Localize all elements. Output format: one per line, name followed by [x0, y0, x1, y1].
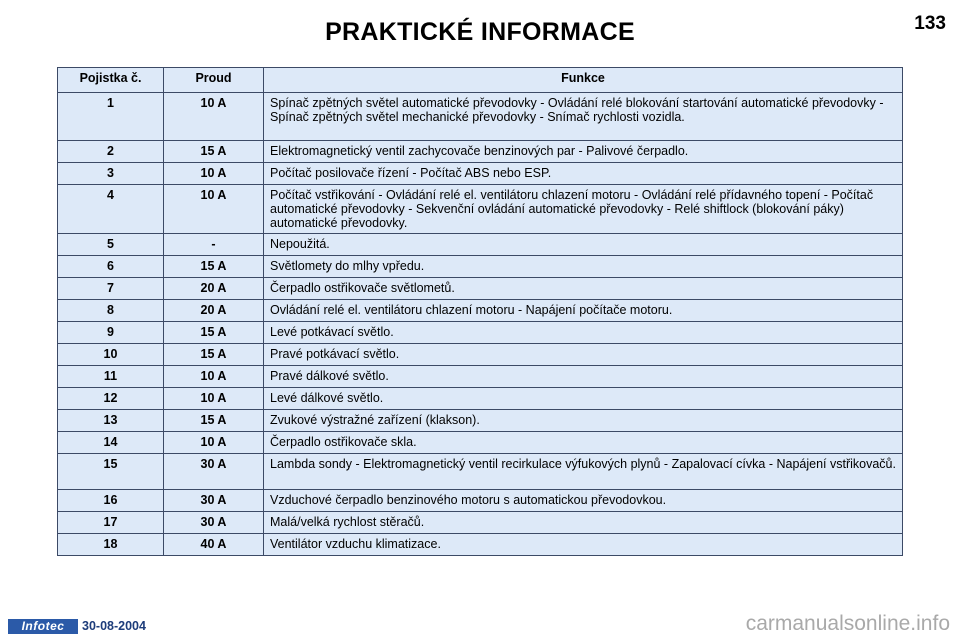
table-row [58, 163, 903, 185]
fuse-number-cell: 16 [58, 490, 164, 512]
table-row [58, 278, 903, 300]
table-row [58, 432, 903, 454]
table-row [58, 322, 903, 344]
function-cell: Pravé dálkové světlo. [264, 366, 903, 388]
table-row [58, 410, 903, 432]
column-header-fuse: Pojistka č. [58, 68, 164, 93]
function-cell: Levé potkávací světlo. [264, 322, 903, 344]
function-cell: Malá/velká rychlost stěračů. [264, 512, 903, 534]
fuse-number-cell: 4 [58, 185, 164, 234]
table-row [58, 141, 903, 163]
function-cell: Pravé potkávací světlo. [264, 344, 903, 366]
function-cell: Spínač zpětných světel automatické převodovky - Ovládání relé blokování startování automatické převodovky - Spínač zpětných světel mechanické převodovky - Snímač rychlosti vozidla. [264, 93, 903, 141]
table-row [58, 490, 903, 512]
fuse-number-cell: 9 [58, 322, 164, 344]
function-cell: Počítač vstřikování - Ovládání relé el. ventilátoru chlazení motoru - Ovládání relé přídavného topení - Počítač automatické převodovky - Sekvenční ovládání automatické převodovky - Relé shiftlock (blokování páky) automatické převodovky. [264, 185, 903, 234]
fuse-number-cell: 17 [58, 512, 164, 534]
fuse-number-cell: 5 [58, 234, 164, 256]
fuse-number-cell: 1 [58, 93, 164, 141]
table-row [58, 534, 903, 556]
table-row [58, 512, 903, 534]
function-cell: Ovládání relé el. ventilátoru chlazení motoru - Napájení počítače motoru. [264, 300, 903, 322]
current-cell: 10 A [164, 388, 264, 410]
fuse-number-cell: 7 [58, 278, 164, 300]
fuse-table [57, 67, 903, 556]
current-cell: 10 A [164, 185, 264, 234]
page-number: 133 [914, 13, 946, 34]
fuse-number-cell: 10 [58, 344, 164, 366]
fuse-number-cell: 11 [58, 366, 164, 388]
function-cell: Lambda sondy - Elektromagnetický ventil recirkulace výfukových plynů - Zapalovací cívka - Napájení vstřikovačů. [264, 454, 903, 490]
fuse-number-cell: 12 [58, 388, 164, 410]
function-cell: Elektromagnetický ventil zachycovače benzinových par - Palivové čerpadlo. [264, 141, 903, 163]
footer-date: 30-08-2004 [82, 619, 146, 633]
current-cell: - [164, 234, 264, 256]
table-row [58, 388, 903, 410]
table-row [58, 93, 903, 141]
fuse-number-cell: 2 [58, 141, 164, 163]
current-cell: 10 A [164, 432, 264, 454]
current-cell: 30 A [164, 454, 264, 490]
table-row [58, 234, 903, 256]
current-cell: 10 A [164, 366, 264, 388]
function-cell: Nepoužitá. [264, 234, 903, 256]
current-cell: 15 A [164, 141, 264, 163]
current-cell: 30 A [164, 490, 264, 512]
column-header-current: Proud [164, 68, 264, 93]
infotec-logo: Infotec [8, 619, 78, 634]
fuse-number-cell: 6 [58, 256, 164, 278]
current-cell: 10 A [164, 93, 264, 141]
current-cell: 15 A [164, 322, 264, 344]
current-cell: 10 A [164, 163, 264, 185]
function-cell: Zvukové výstražné zařízení (klakson). [264, 410, 903, 432]
page-title: PRAKTICKÉ INFORMACE [325, 18, 635, 46]
watermark: carmanualsonline.info [745, 612, 950, 635]
current-cell: 30 A [164, 512, 264, 534]
current-cell: 20 A [164, 278, 264, 300]
function-cell: Světlomety do mlhy vpředu. [264, 256, 903, 278]
table-row [58, 344, 903, 366]
fuse-number-cell: 3 [58, 163, 164, 185]
function-cell: Čerpadlo ostřikovače světlometů. [264, 278, 903, 300]
table-row [58, 256, 903, 278]
function-cell: Čerpadlo ostřikovače skla. [264, 432, 903, 454]
function-cell: Levé dálkové světlo. [264, 388, 903, 410]
table-header-row [58, 68, 903, 93]
current-cell: 15 A [164, 410, 264, 432]
column-header-function: Funkce [264, 68, 903, 93]
fuse-number-cell: 8 [58, 300, 164, 322]
current-cell: 40 A [164, 534, 264, 556]
table-row [58, 454, 903, 490]
fuse-number-cell: 13 [58, 410, 164, 432]
function-cell: Vzduchové čerpadlo benzinového motoru s automatickou převodovkou. [264, 490, 903, 512]
current-cell: 20 A [164, 300, 264, 322]
current-cell: 15 A [164, 256, 264, 278]
fuse-number-cell: 15 [58, 454, 164, 490]
function-cell: Ventilátor vzduchu klimatizace. [264, 534, 903, 556]
fuse-number-cell: 14 [58, 432, 164, 454]
function-cell: Počítač posilovače řízení - Počítač ABS nebo ESP. [264, 163, 903, 185]
table-row [58, 185, 903, 234]
table-row [58, 366, 903, 388]
fuse-number-cell: 18 [58, 534, 164, 556]
current-cell: 15 A [164, 344, 264, 366]
table-row [58, 300, 903, 322]
